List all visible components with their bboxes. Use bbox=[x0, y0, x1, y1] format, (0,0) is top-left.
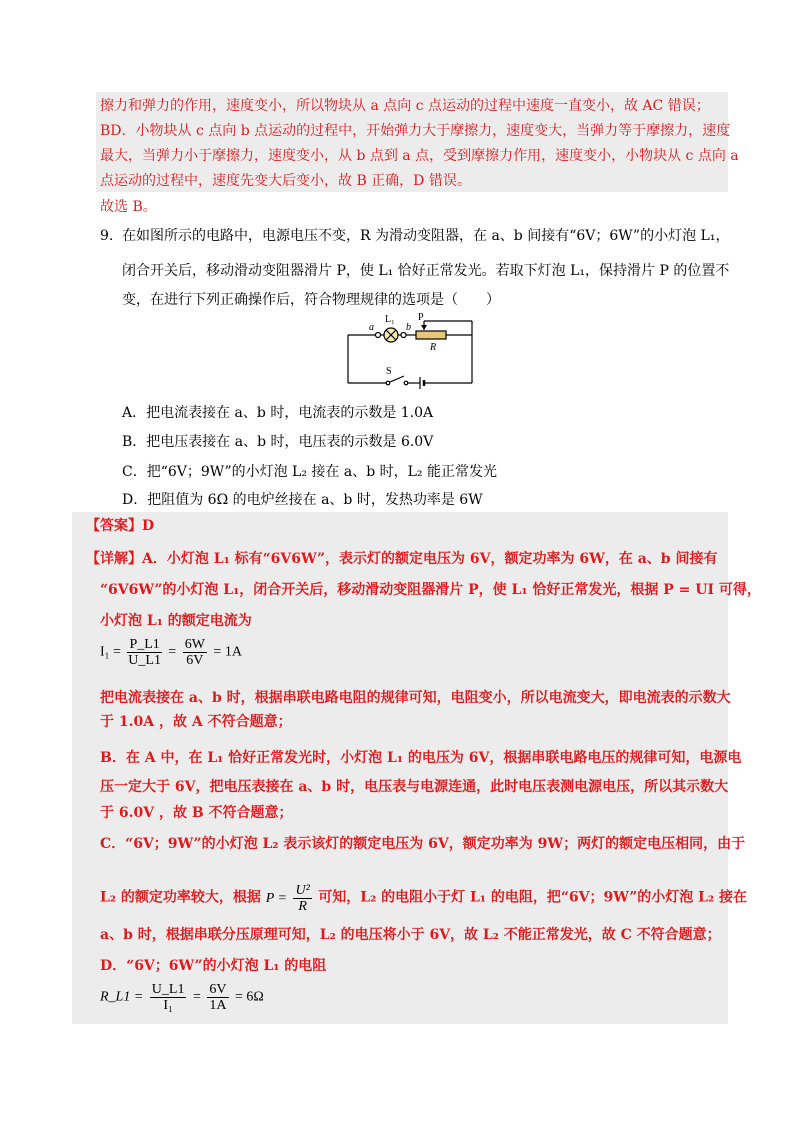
equation-current bbox=[100, 637, 242, 668]
question-line-2: 闭合开关后，移动滑动变阻器滑片 P，使 L₁ 恰好正常发光。若取下灯泡 L₁，保持滑片 P 的位置不 bbox=[122, 263, 730, 279]
eq2-lhs: R_L1 = bbox=[100, 989, 144, 1005]
question-line-3: 变，在进行下列正确操作后，符合物理规律的选项是（ ） bbox=[122, 292, 500, 308]
label-b: b bbox=[406, 322, 411, 333]
answer-line-6: 于 1.0A ，故 A 不符合题意； bbox=[100, 714, 292, 730]
eq1-mid: = bbox=[168, 644, 177, 660]
eq2-fraction-2 bbox=[207, 982, 228, 1013]
a11-num: U² bbox=[295, 883, 310, 898]
answer-line-3: “6V6W”的小灯泡 L₁，闭合开关后，移动滑动变阻器滑片 P，使 L₁ 恰好正常发光，根据 P = UI 可得， bbox=[100, 582, 761, 598]
top-line-3: 最大，当弹力小于摩擦力，速度变小，从 b 点到 a 点，受到摩擦力作用，速度变小，小物块从 c 点向 a bbox=[100, 148, 739, 164]
label-a: a bbox=[369, 322, 374, 333]
power-formula bbox=[265, 883, 319, 914]
equation-resistance bbox=[100, 982, 264, 1013]
eq1-fraction-2 bbox=[183, 637, 207, 668]
option-d: D．把阻值为 6Ω 的电炉丝接在 a、b 时，发热功率是 6W bbox=[122, 492, 483, 508]
label-L1: L₁ bbox=[385, 314, 395, 325]
answer-line-7: B．在 A 中，在 L₁ 恰好正常发光时，小灯泡 L₁ 的电压为 6V，根据串联电路电压的规律可知，电源电 bbox=[100, 750, 742, 766]
eq1-fraction-1 bbox=[127, 637, 161, 668]
eq2-num: U_L1 bbox=[151, 982, 185, 997]
top-line-4: 点运动的过程中，速度先变大后变小，故 B 正确，D 错误。 bbox=[100, 173, 471, 189]
eq2-fraction-1 bbox=[150, 982, 187, 1013]
answer-line-9: 于 6.0V ，故 B 不符合题意； bbox=[100, 805, 293, 821]
label-R: R bbox=[430, 342, 437, 353]
answer-line-4: 小灯泡 L₁ 的额定电流为 bbox=[100, 613, 252, 629]
a11-P: P = bbox=[265, 890, 287, 906]
eq1-num: P_L1 bbox=[129, 637, 160, 652]
a11-post: 可知，L₂ 的电阻小于灯 L₁ 的电阻，把“6V；9W”的小灯泡 L₂ 接在 bbox=[318, 889, 748, 906]
eq1-den: U_L1 bbox=[128, 653, 161, 668]
top-line-5: 故选 B。 bbox=[100, 199, 157, 215]
option-b: B．把电压表接在 a、b 时，电压表的示数是 6.0V bbox=[122, 434, 434, 450]
answer-line-5: 把电流表接在 a、b 时，根据串联电路电阻的规律可知，电阻变小，所以电流变大，即电流表的示数大 bbox=[100, 690, 731, 706]
answer-label: 【答案】D bbox=[86, 518, 155, 534]
a11-pre: L₂ 的额定功率较大，根据 bbox=[100, 889, 261, 906]
eq2-den: I₁ bbox=[163, 998, 173, 1013]
answer-line-2: 【详解】A．小灯泡 L₁ 标有“6V6W”，表示灯的额定电压为 6V，额定功率为 6W，在 a、b 间接有 bbox=[86, 551, 718, 567]
option-c: C．把“6V；9W”的小灯泡 L₂ 接在 a、b 时，L₂ 能正常发光 bbox=[122, 464, 497, 480]
eq1-rhs: = 1A bbox=[213, 644, 242, 660]
eq1-num2: 6W bbox=[184, 637, 205, 652]
a11-fraction bbox=[293, 883, 311, 914]
top-line-2: BD．小物块从 c 点向 b 点运动的过程中，开始弹力大于摩擦力，速度变大，当弹力等于摩擦力，速度 bbox=[100, 123, 731, 139]
eq2-num2: 6V bbox=[209, 982, 227, 997]
answer-line-10: C．“6V；9W”的小灯泡 L₂ 表示该灯的额定电压为 6V，额定功率为 9W；两灯的额定电压相同，由于 bbox=[100, 836, 746, 852]
a11-den: R bbox=[298, 899, 307, 914]
answer-line-11 bbox=[100, 883, 747, 914]
eq1-den2: 6V bbox=[186, 653, 204, 668]
answer-line-8: 压一定大于 6V，把电压表接在 a、b 时，电压表与电源连通，此时电压表测电源电压，所以其示数大 bbox=[100, 779, 729, 795]
label-S: S bbox=[386, 366, 392, 377]
label-P: P bbox=[418, 312, 424, 323]
top-line-1: 擦力和弹力的作用，速度变小，所以物块从 a 点向 c 点运动的过程中速度一直变小，故 AC 错误； bbox=[100, 98, 710, 114]
question-line-1: 在如图所示的电路中，电源电压不变，R 为滑动变阻器，在 a、b 间接有“6V；6W”的小灯泡 L₁， bbox=[122, 228, 730, 244]
answer-line-13: D．“6V；6W”的小灯泡 L₁ 的电阻 bbox=[100, 958, 327, 974]
answer-line-12: a、b 时，根据串联分压原理可知，L₂ 的电压将小于 6V，故 L₂ 不能正常发光，故 C 不符合题意； bbox=[100, 927, 721, 943]
option-a: A．把电流表接在 a、b 时，电流表的示数是 1.0A bbox=[122, 405, 434, 421]
circuit-diagram bbox=[340, 310, 480, 390]
eq2-mid: = bbox=[192, 989, 201, 1005]
eq2-rhs: = 6Ω bbox=[235, 989, 264, 1005]
eq2-den2: 1A bbox=[209, 998, 227, 1013]
question-number: 9. bbox=[100, 228, 114, 244]
eq1-lhs: I₁ = bbox=[100, 644, 121, 660]
